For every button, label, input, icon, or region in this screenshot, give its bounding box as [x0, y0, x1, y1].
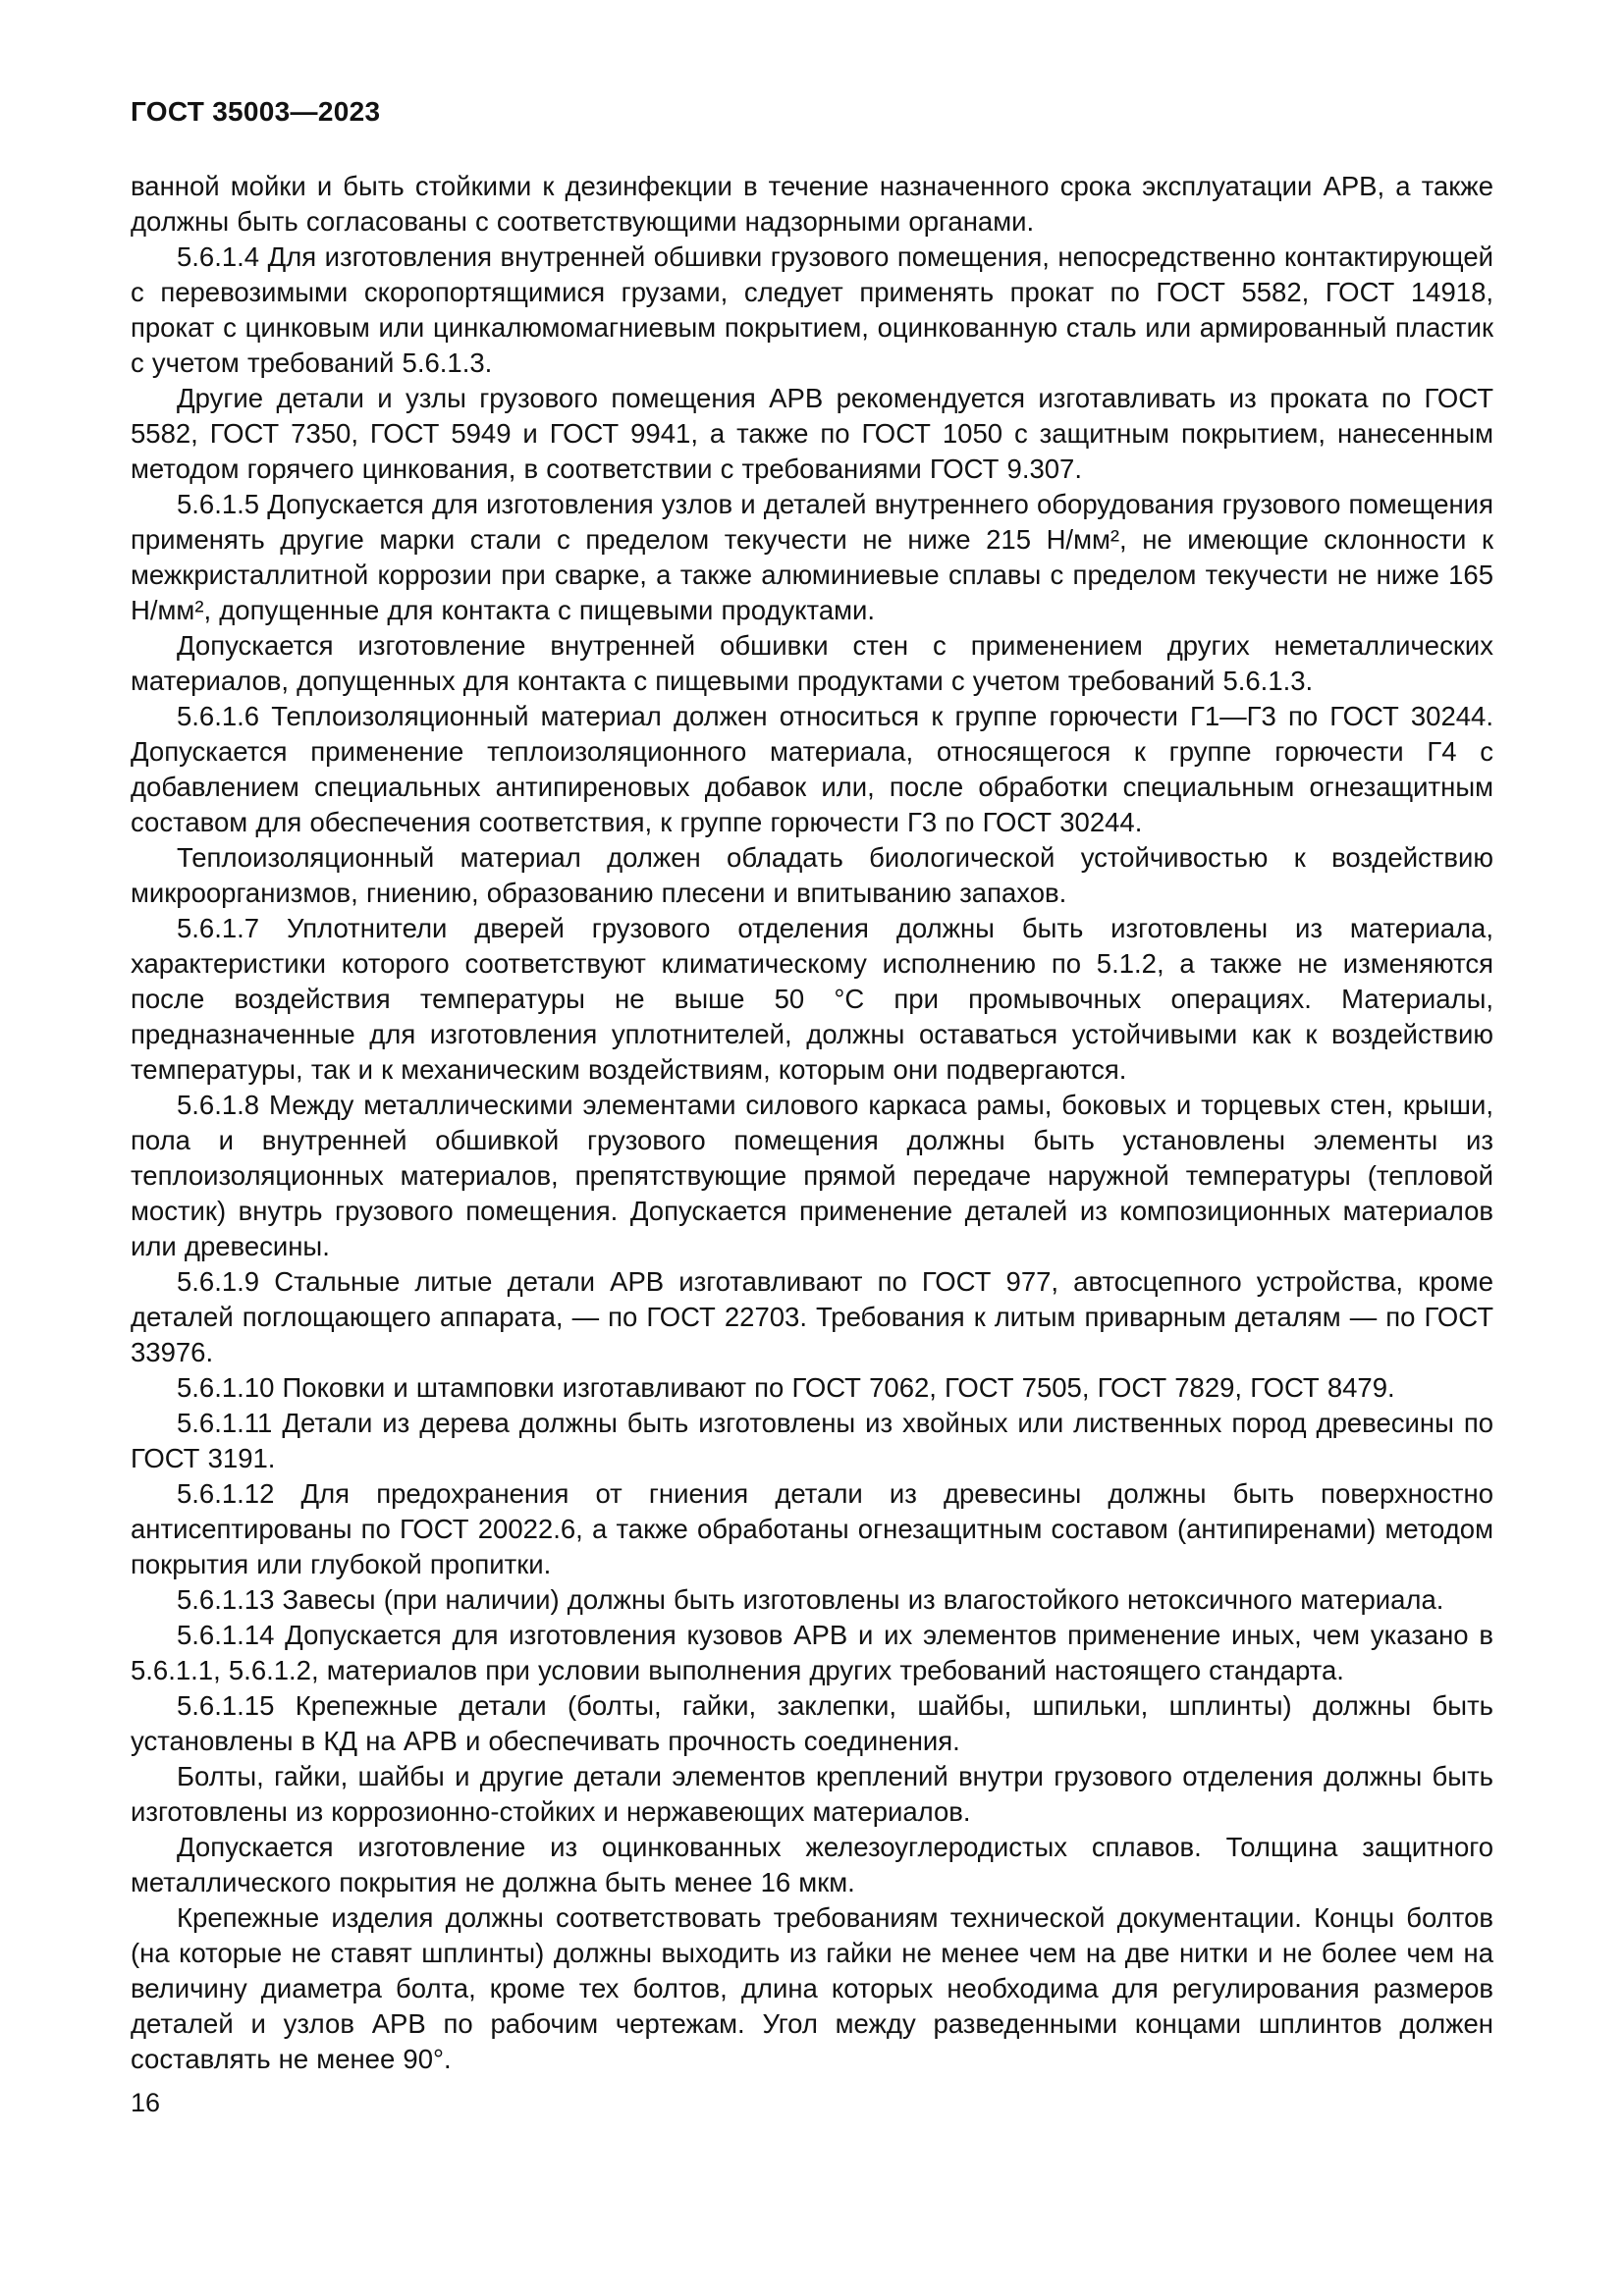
page-number: 16	[131, 2088, 161, 2117]
paragraph-5-6-1-5: 5.6.1.5 Допускается для изготовления узлов и деталей внутреннего оборудования грузового помещения применять другие марки стали с пределом текучести не ниже 215 Н/мм², не имеющие склонности к межкристаллитной коррозии при сварке, а также алюминиевые сплавы с пределом текучести не ниже 165 Н/мм², допущенные для контакта с пищевыми продуктами.	[131, 489, 1493, 625]
paragraph-5-6-1-15: 5.6.1.15 Крепежные детали (болты, гайки, заклепки, шайбы, шпильки, шплинты) должны быть установлены в КД на АРВ и обеспечивать прочность соединения.	[131, 1690, 1493, 1756]
paragraph: Допускается изготовление внутренней обшивки стен с применением других неметаллических материалов, допущенных для контакта с пищевыми продуктами с учетом требований 5.6.1.3.	[131, 630, 1493, 696]
paragraph: Болты, гайки, шайбы и другие детали элементов креплений внутри грузового отделения должны быть изготовлены из коррозионно-стойких и нержавеющих материалов.	[131, 1761, 1493, 1827]
paragraph-5-6-1-12: 5.6.1.12 Для предохранения от гниения детали из древесины должны быть поверхностно антисептированы по ГОСТ 20022.6, а также обработаны огнезащитным составом (антипиренами) методом покрытия или глубокой пропитки.	[131, 1478, 1493, 1579]
paragraph-5-6-1-14: 5.6.1.14 Допускается для изготовления кузовов АРВ и их элементов применение иных, чем указано в 5.6.1.1, 5.6.1.2, материалов при условии выполнения других требований настоящего стандарта.	[131, 1620, 1493, 1685]
paragraph-5-6-1-13: 5.6.1.13 Завесы (при наличии) должны быть изготовлены из влагостойкого нетоксичного материала.	[177, 1584, 1444, 1615]
document-body	[131, 169, 1493, 2077]
paragraph-5-6-1-6: 5.6.1.6 Теплоизоляционный материал должен относиться к группе горючести Г1—Г3 по ГОСТ 30244. Допускается применение теплоизоляционного материала, относящегося к группе горючести Г4 с добавлением специальных антипиреновых добавок или, после обработки специальным огнезащитным составом для обеспечения соответствия, к группе горючести Г3 по ГОСТ 30244.	[131, 701, 1493, 837]
paragraph-5-6-1-10: 5.6.1.10 Поковки и штамповки изготавливают по ГОСТ 7062, ГОСТ 7505, ГОСТ 7829, ГОСТ 8479.	[177, 1372, 1395, 1403]
paragraph: Другие детали и узлы грузового помещения АРВ рекомендуется изготавливать из проката по ГОСТ 5582, ГОСТ 7350, ГОСТ 5949 и ГОСТ 9941, а также по ГОСТ 1050 с защитным покрытием, нанесенным методом горячего цинкования, в соответствии с требованиями ГОСТ 9.307.	[131, 383, 1493, 484]
paragraph: Допускается изготовление из оцинкованных железоуглеродистых сплавов. Толщина защитного металлического покрытия не должна быть менее 16 мкм.	[131, 1832, 1493, 1897]
paragraph-5-6-1-8: 5.6.1.8 Между металлическими элементами силового каркаса рамы, боковых и торцевых стен, крыши, пола и внутренней обшивкой грузового помещения должны быть установлены элементы из теплоизоляционных материалов, препятствующие прямой передаче наружной температуры (тепловой мостик) внутрь грузового помещения. Допускается применение деталей из композиционных материалов или древесины.	[131, 1090, 1493, 1261]
paragraph-5-6-1-7: 5.6.1.7 Уплотнители дверей грузового отделения должны быть изготовлены из материала, характеристики которого соответствуют климатическому исполнению по 5.1.2, а также не изменяются после воздействия температуры не выше 50 °С при промывочных операциях. Материалы, предназначенные для изготовления уплотнителей, должны оставаться устойчивыми как к воздействию температуры, так и к механическим воздействиям, которым они подвергаются.	[131, 913, 1493, 1085]
paragraph: Теплоизоляционный материал должен обладать биологической устойчивостью к воздействию микроорганизмов, гниению, образованию плесени и впитыванию запахов.	[131, 842, 1493, 908]
paragraph-continuation: ванной мойки и быть стойкими к дезинфекции в течение назначенного срока эксплуатации АРВ, а также должны быть согласованы с соответствующими надзорными органами.	[131, 171, 1493, 237]
paragraph-5-6-1-9: 5.6.1.9 Стальные литые детали АРВ изготавливают по ГОСТ 977, автосцепного устройства, кроме деталей поглощающего аппарата, — по ГОСТ 22703. Требования к литым приварным деталям — по ГОСТ 33976.	[131, 1266, 1493, 1367]
paragraph: Крепежные изделия должны соответствовать требованиям технической документации. Концы болтов (на которые не ставят шплинты) должны выходить из гайки не менее чем на две нитки и не более чем на величину диаметра болта, кроме тех болтов, длина которых необходима для регулирования размеров деталей и узлов АРВ по рабочим чертежам. Угол между разведенными концами шплинтов должен составлять не менее 90°.	[131, 1902, 1493, 2074]
paragraph-5-6-1-11: 5.6.1.11 Детали из дерева должны быть изготовлены из хвойных или лиственных пород древесины по ГОСТ 3191.	[131, 1408, 1493, 1473]
document-code-header: ГОСТ 35003—2023	[131, 96, 381, 127]
paragraph-5-6-1-4: 5.6.1.4 Для изготовления внутренней обшивки грузового помещения, непосредственно контактирующей с перевозимыми скоропортящимися грузами, следует применять прокат по ГОСТ 5582, ГОСТ 14918, прокат с цинковым или цинкалюмомагниевым покрытием, оцинкованную сталь или армированный пластик с учетом требований 5.6.1.3.	[131, 241, 1493, 378]
